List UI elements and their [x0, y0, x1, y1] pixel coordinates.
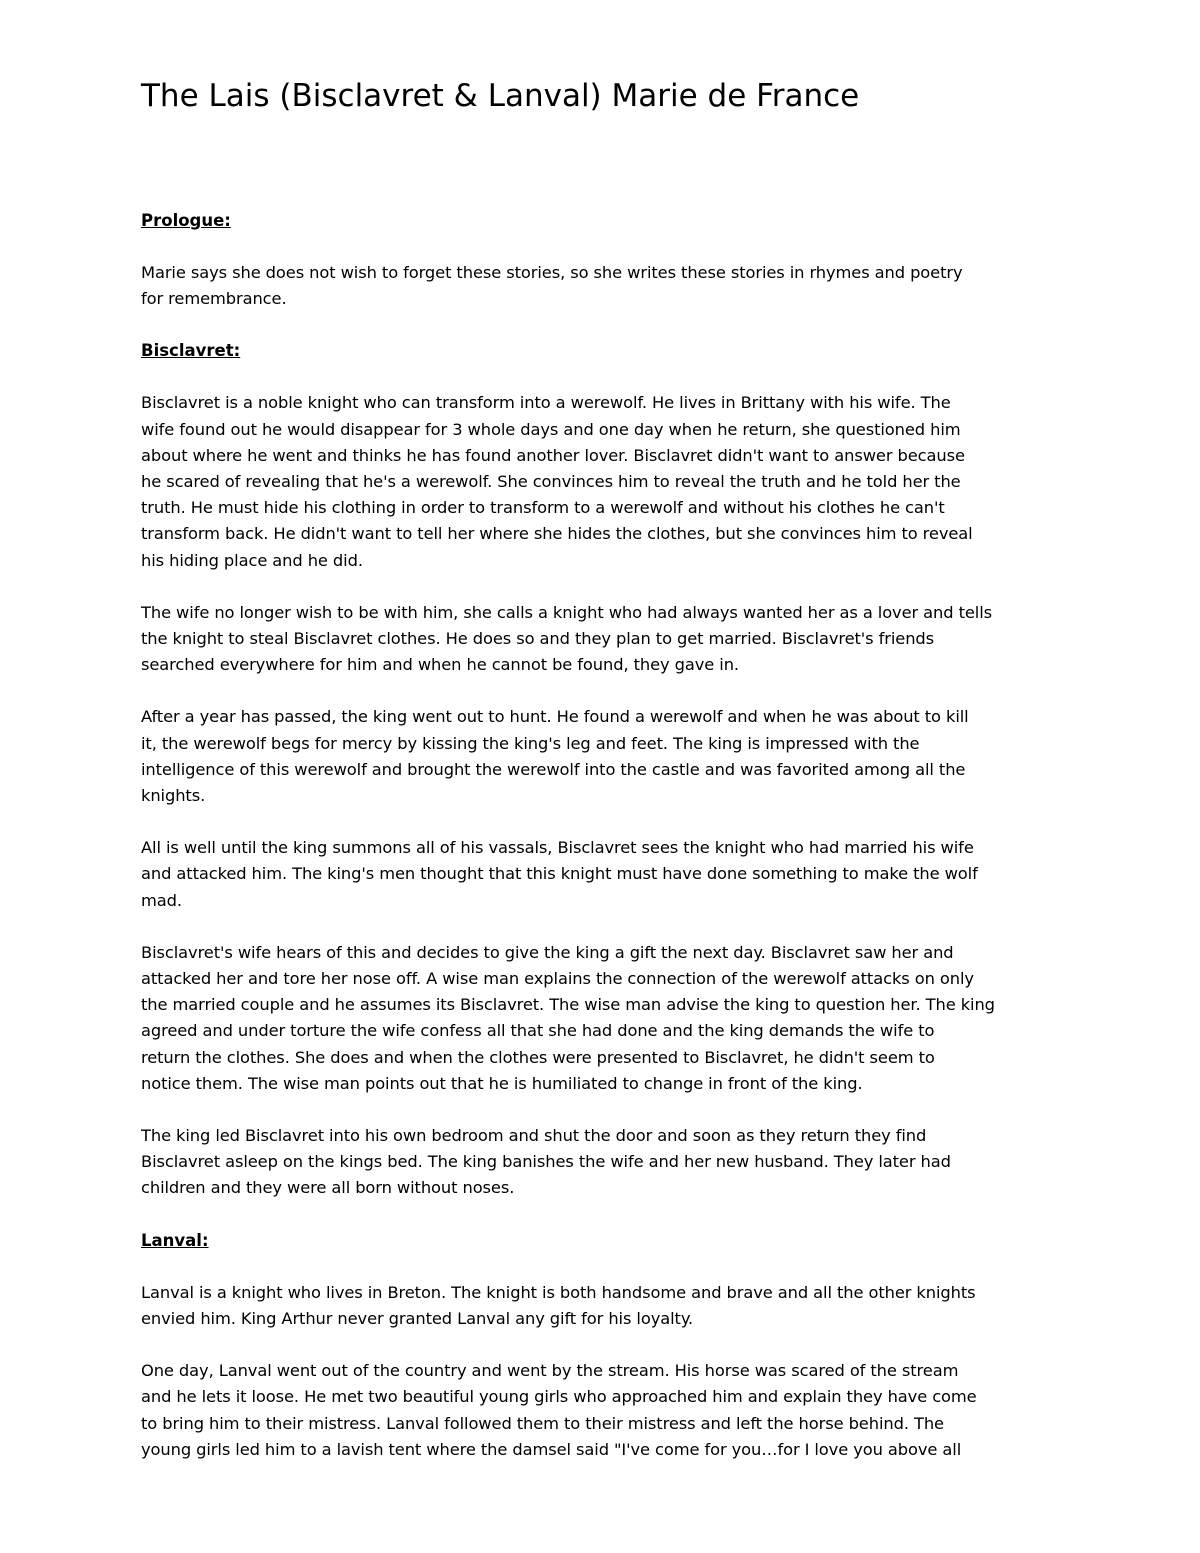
section-heading-bisclavret: Bisclavret: [141, 341, 241, 361]
text-line: One day, Lanval went out of the country and went by the stream. His horse was scared of the stream [141, 1361, 959, 1381]
text-line: the married couple and he assumes its Bisclavret. The wise man advise the king to question her. The king [141, 995, 995, 1015]
paragraph [141, 1123, 1066, 1202]
text-line: and attacked him. The king's men thought that this knight must have done something to make the wolf [141, 864, 978, 884]
text-line: agreed and under torture the wife confess all that she had done and the king demands the wife to [141, 1021, 935, 1041]
text-line: young girls led him to a lavish tent where the damsel said "I've come for you…for I love you above all [141, 1439, 962, 1459]
text-line: notice them. The wise man points out that he is humiliated to change in front of the king. [141, 1073, 863, 1093]
text-line: children and they were all born without noses. [141, 1178, 515, 1198]
paragraph [141, 704, 1066, 809]
text-line: intelligence of this werewolf and brought the werewolf into the castle and was favorited among all the [141, 759, 966, 779]
paragraph [141, 1280, 1066, 1332]
paragraph [141, 600, 1066, 679]
text-line: Bisclavret's wife hears of this and decides to give the king a gift the next day. Bisclavret saw her and [141, 942, 954, 962]
text-line: envied him. King Arthur never granted Lanval any gift for his loyalty. [141, 1308, 694, 1328]
text-line: wife found out he would disappear for 3 whole days and one day when he return, she questioned him [141, 419, 961, 439]
paragraph [141, 390, 1066, 573]
text-line: and he lets it loose. He met two beautiful young girls who approached him and explain they have come [141, 1387, 977, 1407]
text-line: truth. He must hide his clothing in order to transform to a werewolf and without his clothes he can't [141, 498, 945, 518]
text-line: he scared of revealing that he's a werewolf. She convinces him to reveal the truth and he told her the [141, 472, 961, 492]
text-line: All is well until the king summons all of his vassals, Bisclavret sees the knight who had married his wife [141, 838, 974, 858]
text-line: After a year has passed, the king went out to hunt. He found a werewolf and when he was about to kill [141, 707, 969, 727]
text-line: for remembrance. [141, 289, 287, 309]
text-line: Marie says she does not wish to forget these stories, so she writes these stories in rhymes and poetry [141, 263, 963, 282]
document-body [141, 74, 1066, 1489]
text-line: Lanval is a knight who lives in Breton. The knight is both handsome and brave and all the other knights [141, 1282, 976, 1302]
document-title: The Lais (Bisclavret & Lanval) Marie de France [141, 78, 860, 114]
section-heading-prologue: Prologue: [141, 211, 231, 230]
text-line: mad. [141, 890, 182, 910]
text-line: attacked her and tore her nose off. A wise man explains the connection of the werewolf attacks on only [141, 969, 974, 989]
text-line: transform back. He didn't want to tell her where she hides the clothes, but she convinces him to reveal [141, 524, 973, 544]
paragraph [141, 835, 1066, 914]
section-heading-lanval: Lanval: [141, 1230, 209, 1250]
text-line: The wife no longer wish to be with him, she calls a knight who had always wanted her as a lover and tells [141, 602, 993, 622]
text-line: knights. [141, 786, 206, 806]
text-line: about where he went and thinks he has found another lover. Bisclavret didn't want to answer because [141, 445, 965, 465]
text-line: to bring him to their mistress. Lanval followed them to their mistress and left the horse behind. The [141, 1413, 944, 1433]
text-line: Bisclavret is a noble knight who can transform into a werewolf. He lives in Brittany with his wife. The [141, 393, 951, 413]
paragraph [141, 940, 1066, 1097]
text-line: searched everywhere for him and when he cannot be found, they gave in. [141, 655, 740, 675]
paragraph [141, 1358, 1066, 1463]
text-line: the knight to steal Bisclavret clothes. He does so and they plan to get married. Bisclavret's friends [141, 629, 935, 649]
text-line: Bisclavret asleep on the kings bed. The king banishes the wife and her new husband. They later had [141, 1152, 951, 1172]
text-line: it, the werewolf begs for mercy by kissing the king's leg and feet. The king is impressed with the [141, 733, 920, 753]
text-line: return the clothes. She does and when the clothes were presented to Bisclavret, he didn't seem to [141, 1047, 935, 1067]
text-line: The king led Bisclavret into his own bedroom and shut the door and soon as they return they find [141, 1126, 927, 1146]
text-line: his hiding place and he did. [141, 550, 363, 570]
paragraph [141, 260, 1066, 312]
